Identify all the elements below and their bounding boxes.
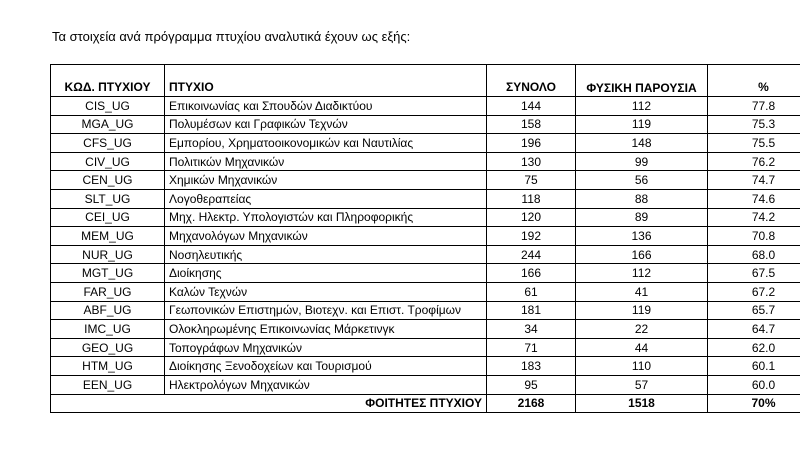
header-pct: % xyxy=(708,65,800,97)
footer-label: ΦΟΙΤΗΤΕΣ ΠΤΥΧΙΟΥ xyxy=(51,394,487,413)
cell-name: Διοίκησης xyxy=(165,264,487,283)
footer-presence: 1518 xyxy=(576,394,708,413)
cell-code: CEI_UG xyxy=(51,208,165,227)
cell-name: Εμπορίου, Χρηματοοικονομικών και Ναυτιλίας xyxy=(165,134,487,153)
footer-pct: 70% xyxy=(708,394,800,413)
cell-total: 120 xyxy=(487,208,576,227)
cell-total: 75 xyxy=(487,171,576,190)
cell-code: HTM_UG xyxy=(51,357,165,376)
cell-code: CFS_UG xyxy=(51,134,165,153)
cell-total: 118 xyxy=(487,189,576,208)
cell-name: Διοίκησης Ξενοδοχείων και Τουρισμού xyxy=(165,357,487,376)
cell-total: 183 xyxy=(487,357,576,376)
cell-pct: 60.1 xyxy=(708,357,800,376)
cell-total: 244 xyxy=(487,245,576,264)
table-row xyxy=(51,189,800,208)
cell-name: Χημικών Μηχανικών xyxy=(165,171,487,190)
table-row xyxy=(51,227,800,246)
cell-name: Μηχ. Ηλεκτρ. Υπολογιστών και Πληροφορικής xyxy=(165,208,487,227)
cell-total: 196 xyxy=(487,134,576,153)
cell-code: IMC_UG xyxy=(51,320,165,339)
table-row xyxy=(51,301,800,320)
cell-total: 130 xyxy=(487,152,576,171)
cell-name: Νοσηλευτικής xyxy=(165,245,487,264)
cell-name: Μηχανολόγων Μηχανικών xyxy=(165,227,487,246)
cell-pct: 64.7 xyxy=(708,320,800,339)
table-header-row xyxy=(51,65,800,97)
cell-pct: 70.8 xyxy=(708,227,800,246)
cell-name: Γεωπονικών Επιστημών, Βιοτεχν. και Επιστ. Τροφίμων xyxy=(165,301,487,320)
table-row xyxy=(51,115,800,134)
cell-name: Ολοκληρωμένης Επικοινωνίας Μάρκετινγκ xyxy=(165,320,487,339)
cell-pct: 75.3 xyxy=(708,115,800,134)
cell-code: MGA_UG xyxy=(51,115,165,134)
cell-pct: 60.0 xyxy=(708,375,800,394)
cell-pct: 75.5 xyxy=(708,134,800,153)
cell-total: 144 xyxy=(487,97,576,116)
cell-total: 166 xyxy=(487,264,576,283)
cell-total: 71 xyxy=(487,338,576,357)
cell-total: 95 xyxy=(487,375,576,394)
cell-code: MGT_UG xyxy=(51,264,165,283)
cell-presence: 56 xyxy=(576,171,708,190)
header-total: ΣΥΝΟΛΟ xyxy=(487,65,576,97)
cell-code: FAR_UG xyxy=(51,282,165,301)
footer-total: 2168 xyxy=(487,394,576,413)
cell-total: 34 xyxy=(487,320,576,339)
table-body xyxy=(51,97,800,395)
cell-name: Λογοθεραπείας xyxy=(165,189,487,208)
cell-name: Τοπογράφων Μηχανικών xyxy=(165,338,487,357)
cell-presence: 119 xyxy=(576,115,708,134)
cell-code: EEN_UG xyxy=(51,375,165,394)
cell-total: 192 xyxy=(487,227,576,246)
cell-presence: 89 xyxy=(576,208,708,227)
degree-stats-table xyxy=(50,64,800,413)
cell-name: Καλών Τεχνών xyxy=(165,282,487,301)
cell-presence: 119 xyxy=(576,301,708,320)
cell-presence: 57 xyxy=(576,375,708,394)
cell-code: NUR_UG xyxy=(51,245,165,264)
cell-pct: 68.0 xyxy=(708,245,800,264)
cell-code: ABF_UG xyxy=(51,301,165,320)
cell-name: Πολυμέσων και Γραφικών Τεχνών xyxy=(165,115,487,134)
table-row xyxy=(51,245,800,264)
cell-presence: 44 xyxy=(576,338,708,357)
cell-pct: 67.2 xyxy=(708,282,800,301)
table-row xyxy=(51,338,800,357)
table-row xyxy=(51,282,800,301)
header-code: ΚΩΔ. ΠΤΥΧΙΟΥ xyxy=(51,65,165,97)
table-row xyxy=(51,357,800,376)
cell-code: CIV_UG xyxy=(51,152,165,171)
cell-pct: 74.6 xyxy=(708,189,800,208)
cell-code: CEN_UG xyxy=(51,171,165,190)
intro-text: Τα στοιχεία ανά πρόγραμμα πτυχίου αναλυτικά έχουν ως εξής: xyxy=(52,29,411,44)
cell-pct: 65.7 xyxy=(708,301,800,320)
cell-pct: 62.0 xyxy=(708,338,800,357)
cell-presence: 148 xyxy=(576,134,708,153)
cell-pct: 77.8 xyxy=(708,97,800,116)
header-name: ΠΤΥΧΙΟ xyxy=(165,65,487,97)
table-footer-row xyxy=(51,394,800,413)
cell-presence: 88 xyxy=(576,189,708,208)
table-row xyxy=(51,134,800,153)
cell-presence: 99 xyxy=(576,152,708,171)
header-presence: ΦΥΣΙΚΗ ΠΑΡΟΥΣΙΑ xyxy=(576,65,708,97)
cell-name: Ηλεκτρολόγων Μηχανικών xyxy=(165,375,487,394)
cell-presence: 41 xyxy=(576,282,708,301)
cell-name: Επικοινωνίας και Σπουδών Διαδικτύου xyxy=(165,97,487,116)
cell-total: 61 xyxy=(487,282,576,301)
cell-pct: 67.5 xyxy=(708,264,800,283)
table-row xyxy=(51,264,800,283)
table-row xyxy=(51,152,800,171)
cell-code: GEO_UG xyxy=(51,338,165,357)
cell-pct: 74.2 xyxy=(708,208,800,227)
cell-presence: 112 xyxy=(576,264,708,283)
cell-total: 181 xyxy=(487,301,576,320)
cell-code: MEM_UG xyxy=(51,227,165,246)
table-row xyxy=(51,320,800,339)
cell-presence: 166 xyxy=(576,245,708,264)
cell-pct: 74.7 xyxy=(708,171,800,190)
cell-presence: 112 xyxy=(576,97,708,116)
table-row xyxy=(51,375,800,394)
cell-pct: 76.2 xyxy=(708,152,800,171)
table-row xyxy=(51,208,800,227)
cell-name: Πολιτικών Μηχανικών xyxy=(165,152,487,171)
cell-code: CIS_UG xyxy=(51,97,165,116)
table-row xyxy=(51,171,800,190)
cell-presence: 22 xyxy=(576,320,708,339)
cell-total: 158 xyxy=(487,115,576,134)
cell-code: SLT_UG xyxy=(51,189,165,208)
cell-presence: 110 xyxy=(576,357,708,376)
cell-presence: 136 xyxy=(576,227,708,246)
table-row xyxy=(51,97,800,116)
